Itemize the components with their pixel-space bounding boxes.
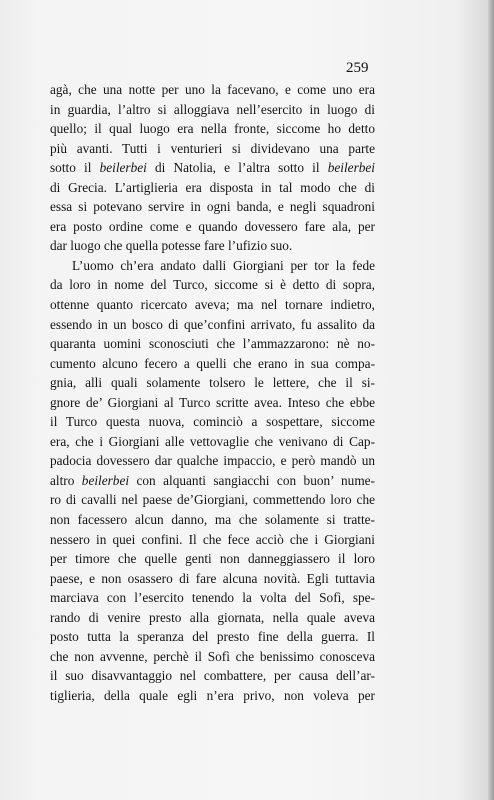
text-segment: essa si potevano servire in ogni banda, e negli squadroni	[50, 199, 375, 215]
text-line	[50, 549, 375, 569]
text-segment: quaranta uomini sconosciuti che l’ammazzarono: nè no-	[50, 336, 375, 352]
text-line	[50, 178, 375, 198]
text-segment: rando di venire presto alla giornata, nella quale aveva	[50, 609, 375, 625]
text-line	[50, 647, 375, 667]
text-line	[50, 393, 375, 413]
text-segment: L’uomo ch’era andato dalli Giorgiani per tor la fede	[72, 257, 375, 273]
text-segment: agà, che una notte per uno la facevano, e come uno era	[50, 82, 375, 97]
text-segment: padocia dovessero dar qualche impaccio, e però mandò un	[50, 453, 375, 469]
text-segment: paese, e non osassero di fare alcuna novità. Egli tuttavia	[50, 570, 375, 586]
text-line	[50, 490, 375, 510]
text-line	[50, 275, 375, 295]
text-segment: essendo in un bosco di que’confini arrivato, fu assalito da	[50, 316, 375, 332]
text-segment: cumento alcuno fecero a quelli che erano in sua compa-	[50, 355, 375, 371]
text-segment: che non avvenne, perchè il Sofì che benissimo conosceva	[50, 648, 375, 664]
text-line	[50, 588, 375, 608]
text-segment: nessero in quei confini. Il che fece acciò che i Giorgiani	[50, 531, 375, 547]
text-segment: era, che i Giorgiani alle vettovaglie che venivano di Cap-	[50, 433, 375, 449]
text-line	[50, 666, 375, 686]
text-line	[50, 315, 375, 335]
text-segment: quello; il qual luogo era nella fronte, siccome ho detto	[50, 121, 375, 137]
text-line	[50, 510, 375, 530]
text-line	[50, 432, 375, 452]
text-line	[50, 627, 375, 647]
text-segment: più avanti. Tutti i venturieri si dividevano una parte	[50, 140, 375, 156]
text-line	[50, 236, 375, 256]
text-line	[50, 569, 375, 589]
text-segment: altro	[50, 472, 82, 488]
text-line	[50, 80, 375, 100]
text-segment: posto tutta la speranza del presto fine della guerra. Il	[50, 629, 375, 645]
text-segment: da loro in nome del Turco, siccome si è detto di sopra,	[50, 277, 375, 293]
text-line	[50, 471, 375, 491]
text-segment: sotto il	[50, 160, 100, 176]
text-line	[50, 100, 375, 120]
italic-term: beilerbei	[99, 160, 147, 176]
text-line	[50, 119, 375, 139]
text-line	[50, 197, 375, 217]
text-segment: gnia, alli quali solamente tolsero le lettere, che il si-	[50, 375, 375, 391]
text-line	[50, 686, 375, 706]
text-segment: non facessero alcun danno, ma che solamente si tratte-	[50, 512, 375, 528]
italic-term: beilerbei	[327, 160, 375, 176]
page-number: 259	[346, 60, 369, 76]
text-segment: ro di cavalli nel paese de’Giorgiani, commettendo loro che	[50, 492, 375, 508]
page-edge-shadow	[488, 0, 494, 800]
body-text	[50, 80, 375, 706]
text-segment: era posto ordine come e quando dovessero fare ala, per	[50, 218, 375, 234]
text-segment: gnore de’ Giorgiani al Turco scritte avea. Inteso che ebbe	[50, 394, 375, 410]
text-segment: in guardia, l’altro si alloggiava nell’esercito in luogo di	[50, 101, 375, 117]
italic-term: beilerbei	[81, 472, 130, 488]
text-line	[50, 354, 375, 374]
text-line	[50, 608, 375, 628]
text-line	[50, 451, 375, 471]
text-segment: il suo disavvantaggio nel combattere, per causa dell’ar-	[50, 668, 375, 684]
text-segment: per timore che quelle genti non danneggiassero il loro	[50, 551, 375, 567]
text-segment: il Turco questa nuova, cominciò a sospettare, siccome	[50, 414, 375, 430]
text-line	[50, 373, 375, 393]
text-segment: dar luogo che quella potesse fare l’ufizio suo.	[50, 238, 293, 254]
text-segment: ottenne quanto ricercato aveva; ma nel tornare indietro,	[50, 297, 375, 313]
text-segment: marciava con l’esercito tenendo la volta del Sofì, spe-	[50, 590, 375, 606]
text-line	[50, 295, 375, 315]
text-line	[50, 158, 375, 178]
text-line	[50, 139, 375, 159]
text-line	[50, 334, 375, 354]
text-segment: tiglieria, della quale egli n’era privo, non voleva per	[50, 687, 375, 703]
text-line	[50, 256, 375, 276]
text-segment: di Natolia, e l’altra sotto il	[146, 160, 328, 176]
text-line	[50, 412, 375, 432]
text-segment: di Grecia. L’artiglieria era disposta in tal modo che di	[50, 179, 375, 195]
text-line	[50, 217, 375, 237]
text-segment: con alquanti sangiacchi con buon’ nume-	[129, 472, 375, 488]
text-line	[50, 530, 375, 550]
